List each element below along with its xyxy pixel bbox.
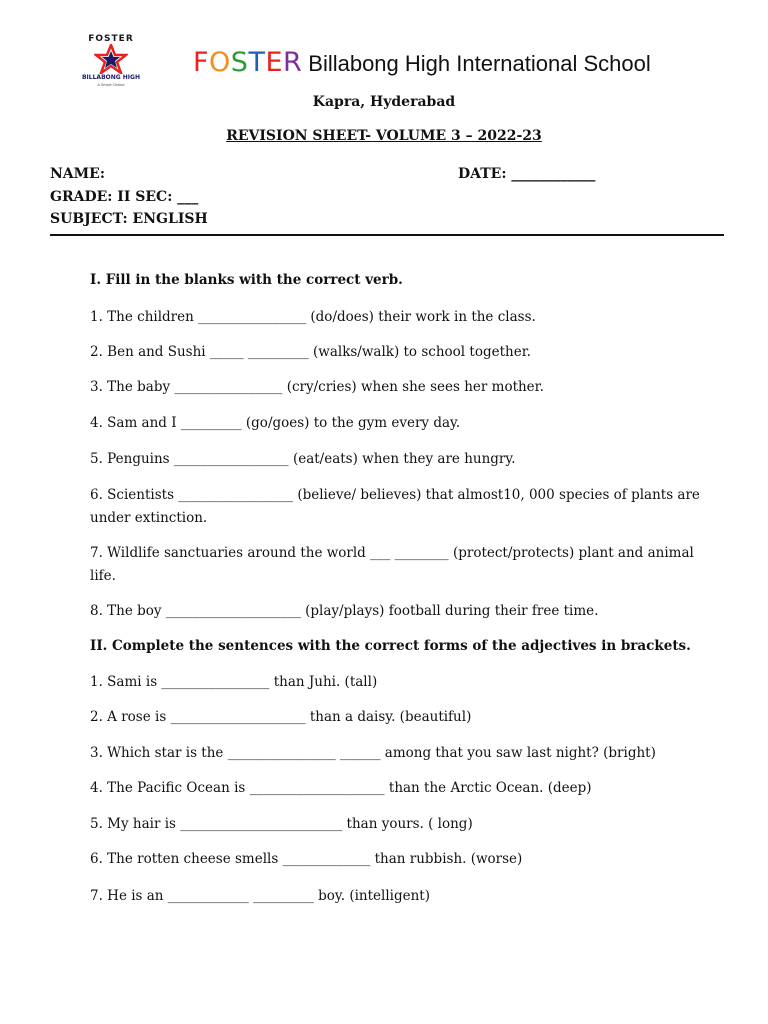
grade-section-field: GRADE: II SEC: ___ <box>50 189 199 205</box>
foster-letter: E <box>265 47 283 78</box>
school-name-rest: Billabong High International School <box>308 51 651 76</box>
section-1-question: 4. Sam and I _________ (go/goes) to the gym every day. <box>90 415 461 431</box>
section-1-question: 8. The boy ____________________ (play/plays) football during their free time. <box>90 603 599 619</box>
name-field: NAME: <box>50 166 105 182</box>
foster-letter: F <box>193 47 210 78</box>
logo-subtitle: BILLABONG HIGH <box>81 74 140 81</box>
star-icon <box>94 44 128 74</box>
section-1-heading: I. Fill in the blanks with the correct verb. <box>90 272 403 288</box>
school-logo <box>80 34 142 90</box>
school-location: Kapra, Hyderabad <box>312 94 456 110</box>
date-field: DATE: ____________ <box>458 166 596 182</box>
header-divider <box>50 234 724 236</box>
section-1-question: 7. Wildlife sanctuaries around the world ___ ________ (protect/protects) plant and animal life. <box>90 545 694 584</box>
section-1-question: 3. The baby ________________ (cry/cries) when she sees her mother. <box>90 379 544 395</box>
sheet-title: REVISION SHEET- VOLUME 3 – 2022-23 <box>226 128 542 144</box>
section-2-question: 3. Which star is the ________________ ______ among that you saw last night? (bright) <box>90 745 656 761</box>
logo-tagline: A Smart Choice <box>97 83 125 87</box>
foster-letter: R <box>283 47 303 78</box>
section-2-question: 1. Sami is ________________ than Juhi. (tall) <box>90 674 378 690</box>
school-name <box>193 49 651 76</box>
section-1-question: 2. Ben and Sushi _____ _________ (walks/walk) to school together. <box>90 344 531 360</box>
section-2-question: 6. The rotten cheese smells _____________ than rubbish. (worse) <box>90 851 523 867</box>
section-1-question: 6. Scientists _________________ (believe/ believes) that almost10, 000 species of plants are under extinction. <box>90 487 700 526</box>
foster-letter: S <box>230 47 249 78</box>
section-1-question: 5. Penguins _________________ (eat/eats) when they are hungry. <box>90 451 516 467</box>
school-name-foster <box>193 47 302 78</box>
section-2-question: 2. A rose is ____________________ than a daisy. (beautiful) <box>90 709 472 725</box>
foster-letter: T <box>248 47 266 78</box>
section-1-question: 1. The children ________________ (do/does) their work in the class. <box>90 309 536 325</box>
section-2-question: 5. My hair is ________________________ than yours. ( long) <box>90 816 473 832</box>
foster-letter: O <box>209 47 231 78</box>
subject-field: SUBJECT: ENGLISH <box>50 211 208 227</box>
section-2-question: 4. The Pacific Ocean is ____________________ than the Arctic Ocean. (deep) <box>90 780 592 796</box>
section-2-question: 7. He is an ____________ _________ boy. (intelligent) <box>90 888 430 904</box>
logo-word: FOSTER <box>88 34 134 44</box>
section-2-heading: II. Complete the sentences with the correct forms of the adjectives in brackets. <box>90 638 691 654</box>
